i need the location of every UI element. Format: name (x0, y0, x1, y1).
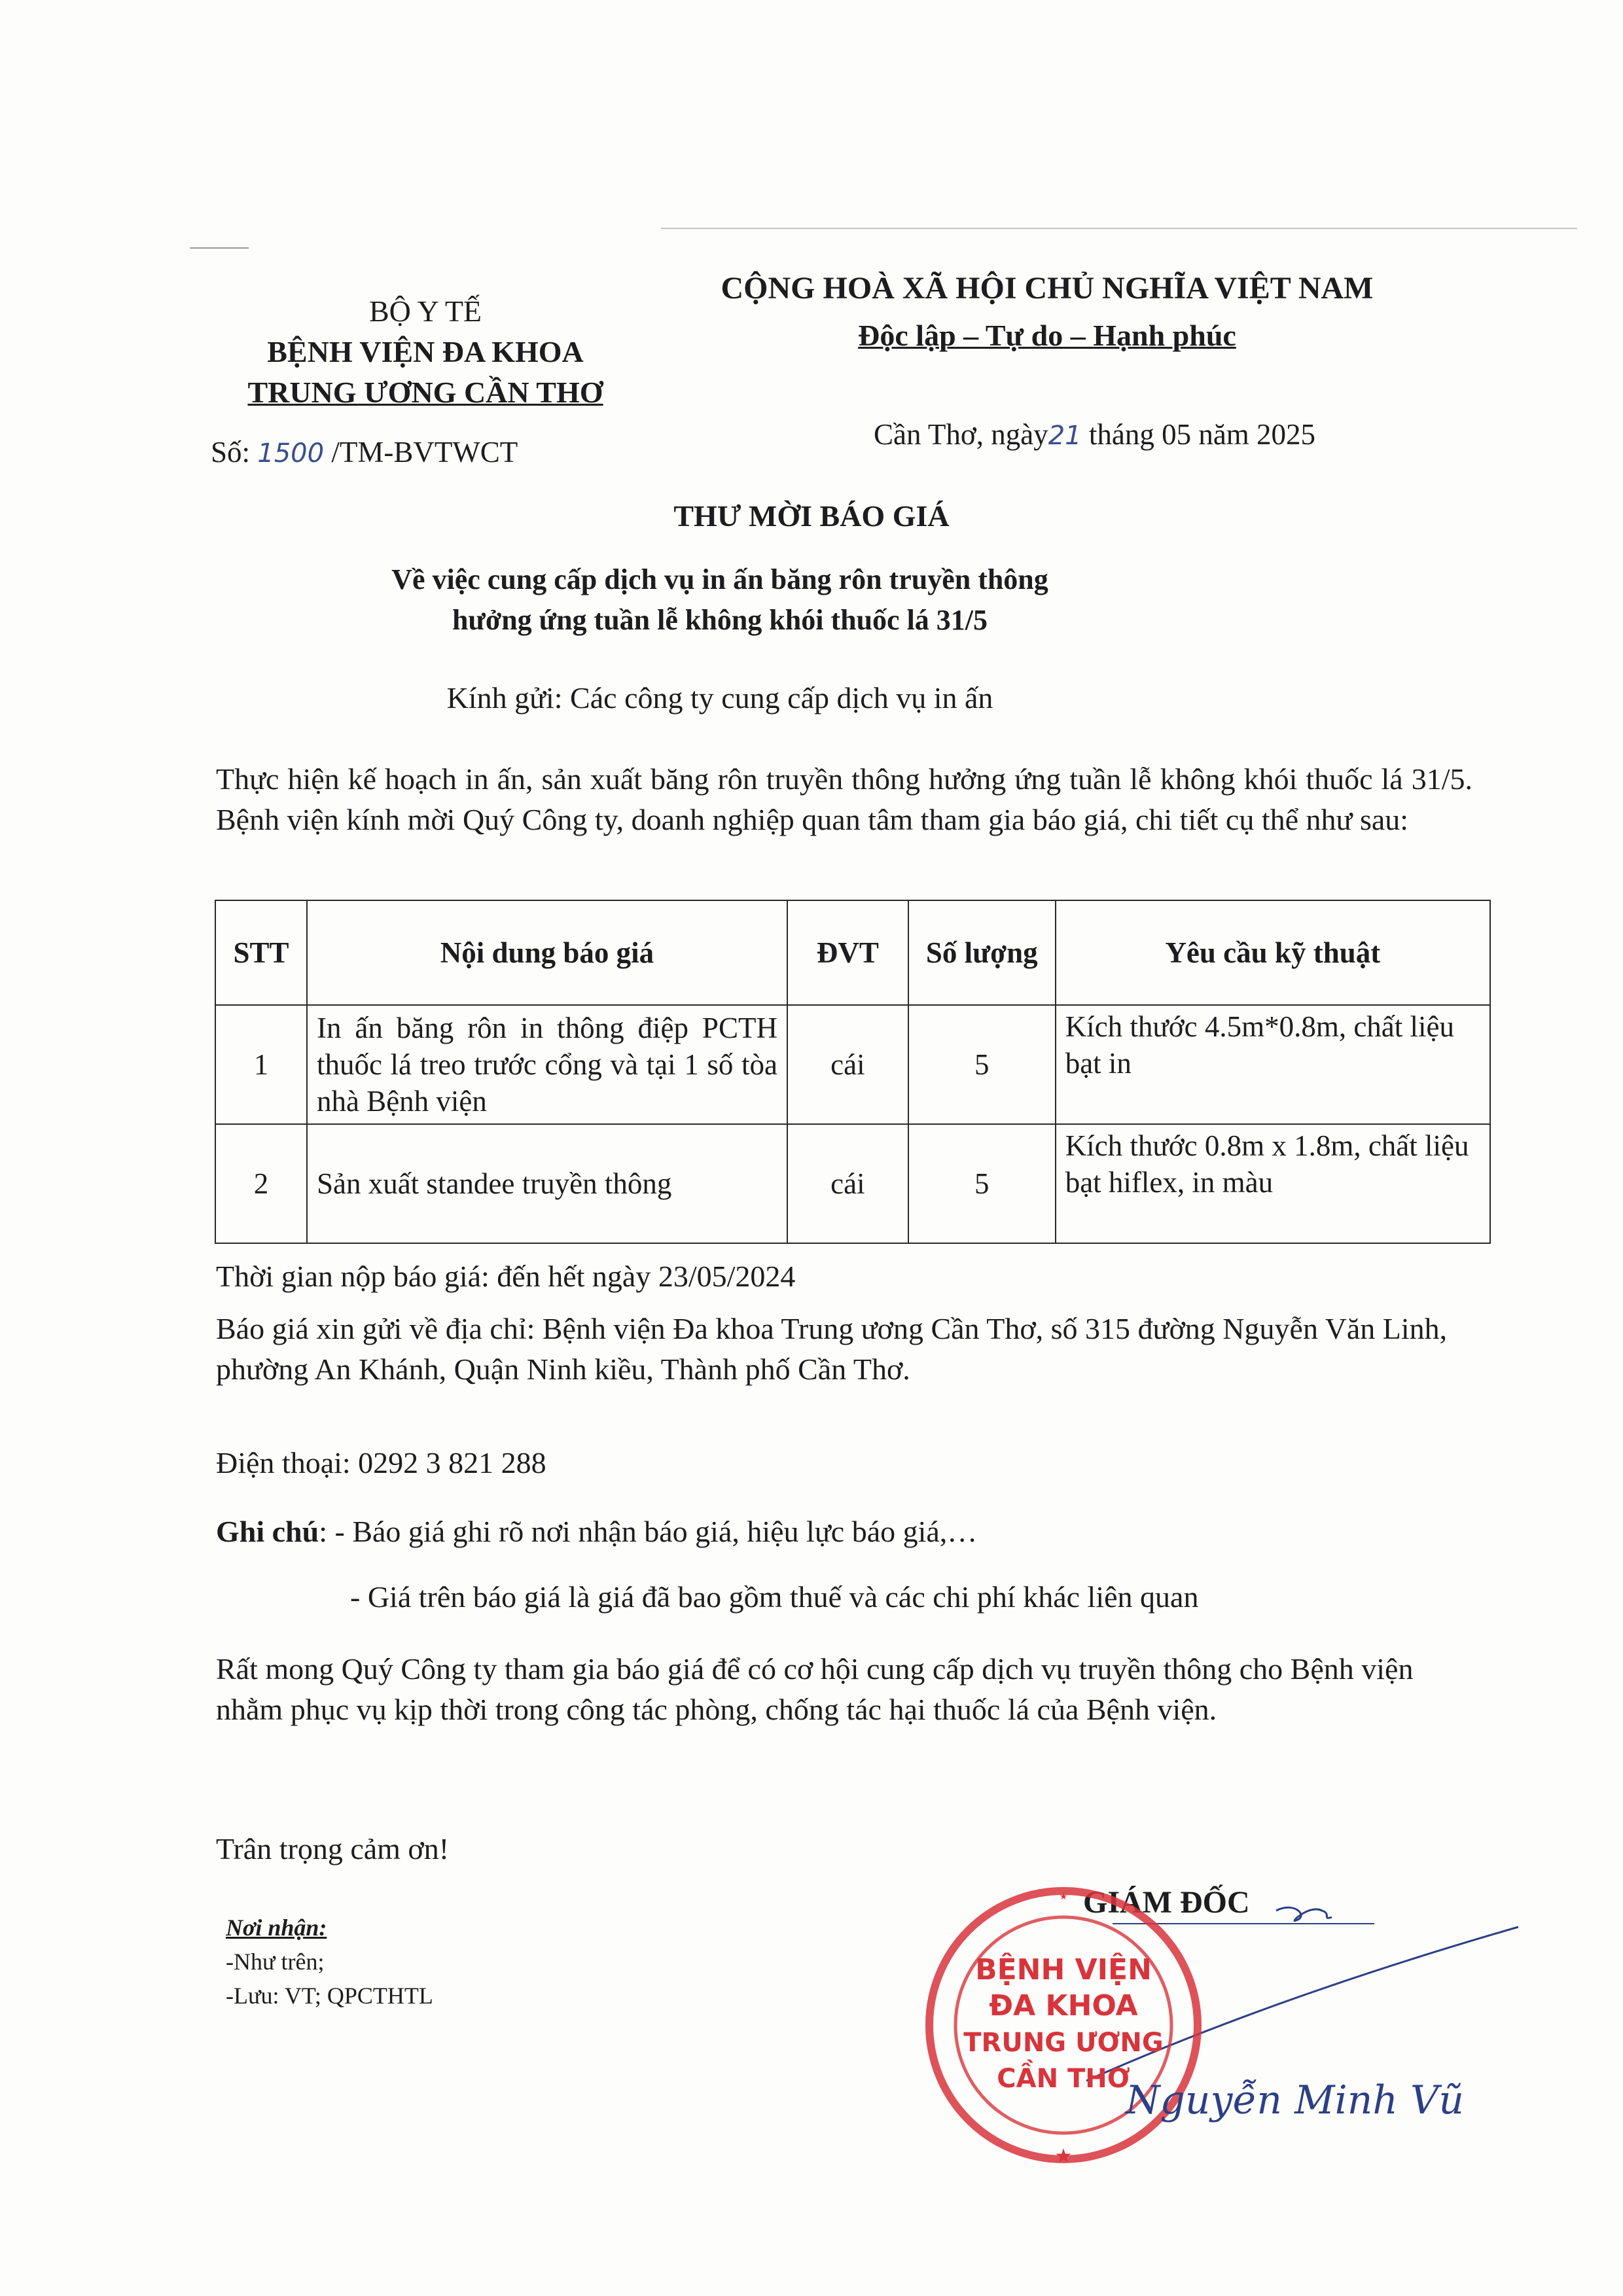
notes-text-1: : - Báo giá ghi rõ nơi nhận báo giá, hiệu lực báo giá,… (319, 1515, 978, 1548)
header-stt: STT (215, 900, 307, 1005)
phone-line: Điện thoại: 0292 3 821 288 (216, 1446, 546, 1479)
row-unit: cái (787, 1124, 908, 1243)
org-name-line1: BỆNH VIỆN ĐA KHOA (267, 335, 584, 368)
row-quantity: 5 (908, 1005, 1056, 1124)
svg-text:★: ★ (1059, 1892, 1068, 1902)
table-header-row (215, 900, 1490, 1005)
subject-line-1: Về việc cung cấp dịch vụ in ấn băng rôn truyền thông (391, 563, 1048, 595)
issue-date (874, 417, 1315, 451)
distribution-list (226, 1911, 433, 2013)
notes-label: Ghi chú (216, 1515, 319, 1548)
header-content: Nội dung báo giá (307, 900, 787, 1005)
address-paragraph: Báo giá xin gửi về địa chỉ: Bệnh viện Đa khoa Trung ương Cần Thơ, số 315 đường Nguyễn Văn Linh, phường An Khánh, Quận Ninh kiều, Thành phố Cần Thơ. (216, 1312, 1448, 1386)
doc-no-suffix: /TM-BVTWCT (331, 436, 518, 468)
distribution-line-1: -Như trên; (226, 1949, 325, 1975)
svg-text:★: ★ (1054, 2145, 1073, 2168)
date-suffix: tháng 05 năm 2025 (1088, 418, 1316, 451)
issuer-block (209, 291, 641, 413)
document-title: THƯ MỜI BÁO GIÁ (673, 499, 950, 533)
date-day-handwritten: 21 (1048, 421, 1082, 451)
distribution-title: Nơi nhận: (226, 1915, 327, 1941)
recipient-line: Kính gửi: Các công ty cung cấp dịch vụ in ấn (446, 681, 993, 715)
org-name-line2: TRUNG ƯƠNG CẦN THƠ (247, 376, 603, 409)
quote-table (215, 900, 1491, 1244)
date-prefix: Cần Thơ, ngày (874, 418, 1048, 451)
stamp-line-1: BỆNH VIỆN (975, 1953, 1152, 1987)
header-unit: ĐVT (787, 900, 908, 1005)
row-spec: Kích thước 4.5m*0.8m, chất liệu bạt in (1056, 1005, 1490, 1124)
scan-rule-left (190, 247, 249, 249)
deadline-line: Thời gian nộp báo giá: đến hết ngày 23/05/2024 (216, 1260, 796, 1293)
row-quantity: 5 (908, 1124, 1056, 1243)
intro-paragraph: Thực hiện kế hoạch in ấn, sản xuất băng rôn truyền thông hưởng ứng tuần lễ không khói thuốc lá 31/5. Bệnh viện kính mời Quý Công ty, doanh nghiệp quan tâm tham gia báo giá, chi tiết cụ thể như sau: (216, 762, 1472, 836)
scan-rule-right (661, 228, 1577, 229)
doc-no-handwritten: 1500 (257, 438, 325, 468)
signer-position: GIÁM ĐỐC (1083, 1885, 1250, 1920)
row-unit: cái (787, 1005, 908, 1124)
national-motto: Độc lập – Tự do – Hạnh phúc (858, 319, 1236, 352)
agency-name: BỘ Y TẾ (368, 294, 482, 328)
header-spec: Yêu cầu kỹ thuật (1056, 900, 1490, 1005)
row-stt: 1 (215, 1005, 307, 1124)
row-spec: Kích thước 0.8m x 1.8m, chất liệu bạt hiflex, in màu (1056, 1124, 1490, 1243)
table-row (215, 1124, 1490, 1243)
document-number (211, 435, 518, 469)
stamp-line-4: CẦN THƠ (997, 2064, 1130, 2094)
document-subject (196, 559, 1243, 641)
row-stt: 2 (215, 1124, 307, 1243)
notes-item-1 (216, 1511, 1459, 1552)
national-header (654, 265, 1440, 359)
row-content: Sản xuất standee truyền thông (307, 1124, 787, 1243)
header-quantity: Số lượng (908, 900, 1056, 1005)
row-content: In ấn băng rôn in thông điệp PCTH thuốc lá treo trước cổng và tại 1 số tòa nhà Bệnh viện (307, 1005, 787, 1124)
nation-title: CỘNG HOÀ XÃ HỘI CHỦ NGHĨA VIỆT NAM (721, 271, 1374, 306)
signer-name: Nguyễn Minh Vũ (1126, 2077, 1465, 2123)
table-row (215, 1005, 1490, 1124)
subject-line-2: hưởng ứng tuần lễ không khói thuốc lá 31/5 (452, 604, 988, 636)
stamp-line-2: ĐA KHOA (989, 1989, 1138, 2022)
distribution-line-2: -Lưu: VT; QPCTHTL (226, 1983, 433, 2009)
official-stamp (919, 1881, 1207, 2169)
notes-item-2: - Giá trên báo giá là giá đã bao gồm thuế và các chi phí khác liên quan (350, 1580, 1199, 1614)
doc-no-prefix: Số: (211, 436, 251, 468)
stamp-line-3: TRUNG ƯƠNG (963, 2028, 1164, 2058)
closing-paragraph: Rất mong Quý Công ty tham gia báo giá để có cơ hội cung cấp dịch vụ truyền thông cho Bệnh viện nhằm phục vụ kịp thời trong công tác phòng, chống tác hại thuốc lá của Bệnh viện. (216, 1652, 1414, 1726)
thanks-line: Trân trọng cảm ơn! (216, 1832, 450, 1865)
